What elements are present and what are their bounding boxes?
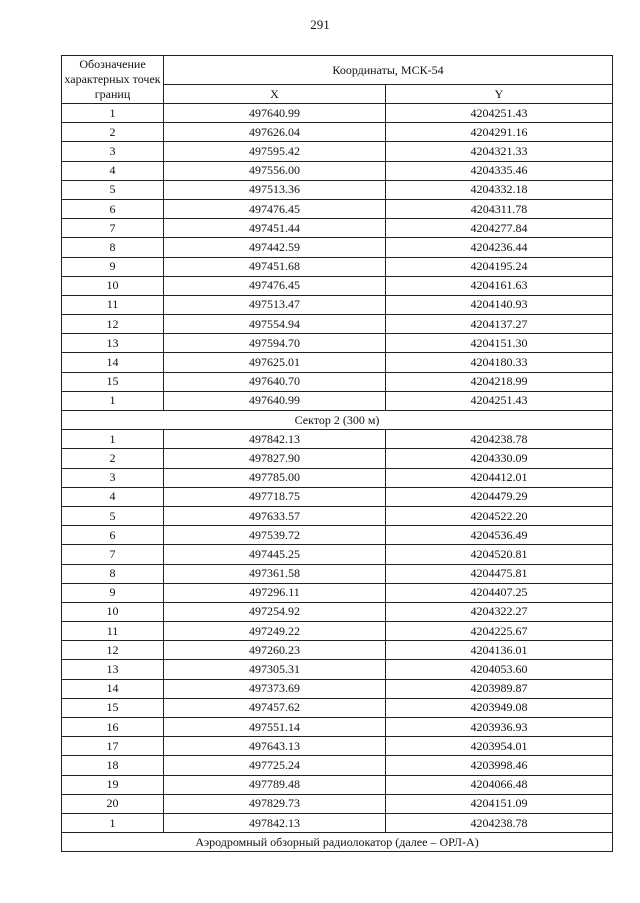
table-row [62,813,613,832]
y-coordinate-cell: 4204277.84 [386,219,613,238]
table-row [62,468,613,487]
point-number-cell: 1 [62,391,164,410]
y-coordinate-cell: 4204412.01 [386,468,613,487]
table-row [62,679,613,698]
table-row [62,315,613,334]
x-coordinate-cell: 497373.69 [164,679,386,698]
y-coordinate-cell: 4204520.81 [386,545,613,564]
y-coordinate-cell: 4204136.01 [386,641,613,660]
x-coordinate-cell: 497829.73 [164,794,386,813]
y-coordinate-cell: 4203954.01 [386,737,613,756]
table-row [62,641,613,660]
point-number-cell: 8 [62,238,164,257]
x-coordinate-cell: 497626.04 [164,123,386,142]
point-number-cell: 1 [62,430,164,449]
table-row [62,506,613,525]
x-coordinate-cell: 497842.13 [164,813,386,832]
point-number-cell: 10 [62,276,164,295]
table-row [62,257,613,276]
y-coordinate-cell: 4203989.87 [386,679,613,698]
point-number-cell: 6 [62,526,164,545]
point-number-cell: 15 [62,372,164,391]
x-coordinate-cell: 497445.25 [164,545,386,564]
point-number-cell: 3 [62,468,164,487]
y-coordinate-cell: 4204311.78 [386,199,613,218]
table-row [62,698,613,717]
x-coordinate-cell: 497594.70 [164,334,386,353]
x-coordinate-cell: 497361.58 [164,564,386,583]
y-coordinate-cell: 4204238.78 [386,430,613,449]
y-coordinate-cell: 4204137.27 [386,315,613,334]
y-coordinate-cell: 4204238.78 [386,813,613,832]
table-row [62,199,613,218]
section-row [62,833,613,852]
y-coordinate-cell: 4204161.63 [386,276,613,295]
y-coordinate-cell: 4204218.99 [386,372,613,391]
y-coordinate-cell: 4203936.93 [386,718,613,737]
table-row [62,602,613,621]
table-row [62,161,613,180]
table-row [62,430,613,449]
x-coordinate-cell: 497551.14 [164,718,386,737]
point-number-cell: 8 [62,564,164,583]
point-number-cell: 9 [62,583,164,602]
x-coordinate-cell: 497513.47 [164,295,386,314]
point-number-cell: 7 [62,219,164,238]
x-coordinate-cell: 497476.45 [164,199,386,218]
y-coordinate-cell: 4204251.43 [386,104,613,123]
x-coordinate-cell: 497640.99 [164,104,386,123]
table-row [62,526,613,545]
y-coordinate-cell: 4204335.46 [386,161,613,180]
x-coordinate-cell: 497827.90 [164,449,386,468]
x-coordinate-cell: 497556.00 [164,161,386,180]
table-row [62,545,613,564]
y-coordinate-cell: 4204291.16 [386,123,613,142]
point-number-cell: 12 [62,315,164,334]
x-coordinate-cell: 497785.00 [164,468,386,487]
table-row [62,123,613,142]
point-number-cell: 18 [62,756,164,775]
table-header-row [62,56,613,85]
table-row [62,238,613,257]
x-coordinate-cell: 497643.13 [164,737,386,756]
x-coordinate-cell: 497260.23 [164,641,386,660]
y-column-header: Y [386,85,613,104]
x-coordinate-cell: 497725.24 [164,756,386,775]
point-number-cell: 13 [62,660,164,679]
table-row [62,334,613,353]
x-coordinate-cell: 497476.45 [164,276,386,295]
y-coordinate-cell: 4204151.09 [386,794,613,813]
x-coordinate-cell: 497451.44 [164,219,386,238]
table-row [62,756,613,775]
point-number-cell: 5 [62,180,164,199]
x-coordinate-cell: 497595.42 [164,142,386,161]
x-coordinate-cell: 497457.62 [164,698,386,717]
point-number-cell: 4 [62,487,164,506]
x-coordinate-cell: 497296.11 [164,583,386,602]
x-coordinate-cell: 497451.68 [164,257,386,276]
x-column-header: X [164,85,386,104]
table-footer [62,833,613,852]
y-coordinate-cell: 4203998.46 [386,756,613,775]
point-number-cell: 13 [62,334,164,353]
table-row [62,487,613,506]
point-number-cell: 1 [62,104,164,123]
coordinates-header: Координаты, МСК-54 [164,56,613,85]
y-coordinate-cell: 4204407.25 [386,583,613,602]
x-coordinate-cell: 497254.92 [164,602,386,621]
x-coordinate-cell: 497640.99 [164,391,386,410]
point-number-cell: 16 [62,718,164,737]
page-number: 291 [310,17,330,32]
table-row [62,737,613,756]
point-number-cell: 14 [62,679,164,698]
section-row [62,411,613,430]
y-coordinate-cell: 4204322.27 [386,602,613,621]
table-row [62,449,613,468]
table-row [62,564,613,583]
point-number-cell: 4 [62,161,164,180]
sector1-rows [62,104,613,411]
y-coordinate-cell: 4204330.09 [386,449,613,468]
y-coordinate-cell: 4204180.33 [386,353,613,372]
y-coordinate-cell: 4204053.60 [386,660,613,679]
x-coordinate-cell: 497640.70 [164,372,386,391]
x-coordinate-cell: 497539.72 [164,526,386,545]
point-number-cell: 15 [62,698,164,717]
y-coordinate-cell: 4204251.43 [386,391,613,410]
point-number-cell: 9 [62,257,164,276]
y-coordinate-cell: 4204140.93 [386,295,613,314]
point-number-cell: 5 [62,506,164,525]
x-coordinate-cell: 497633.57 [164,506,386,525]
y-coordinate-cell: 4204236.44 [386,238,613,257]
table-row [62,794,613,813]
point-number-cell: 12 [62,641,164,660]
x-coordinate-cell: 497513.36 [164,180,386,199]
table-row [62,353,613,372]
table-row [62,276,613,295]
y-coordinate-cell: 4204151.30 [386,334,613,353]
table-row [62,775,613,794]
x-coordinate-cell: 497842.13 [164,430,386,449]
point-number-cell: 6 [62,199,164,218]
y-coordinate-cell: 4204475.81 [386,564,613,583]
table-row [62,660,613,679]
point-number-cell: 1 [62,813,164,832]
table-row [62,295,613,314]
points-column-header: Обозначение характерных точек границ [62,56,164,104]
table-row [62,104,613,123]
x-coordinate-cell: 497718.75 [164,487,386,506]
table-row [62,583,613,602]
sector2-title: Сектор 2 (300 м) [62,411,613,430]
y-coordinate-cell: 4204225.67 [386,622,613,641]
sector2-rows [62,430,613,833]
point-number-cell: 17 [62,737,164,756]
y-coordinate-cell: 4204195.24 [386,257,613,276]
x-coordinate-cell: 497442.59 [164,238,386,257]
y-coordinate-cell: 4203949.08 [386,698,613,717]
point-number-cell: 19 [62,775,164,794]
point-number-cell: 20 [62,794,164,813]
y-coordinate-cell: 4204536.49 [386,526,613,545]
x-coordinate-cell: 497625.01 [164,353,386,372]
point-number-cell: 14 [62,353,164,372]
point-number-cell: 3 [62,142,164,161]
table-row [62,372,613,391]
x-coordinate-cell: 497789.48 [164,775,386,794]
table-row [62,622,613,641]
table-row [62,180,613,199]
point-number-cell: 2 [62,449,164,468]
x-coordinate-cell: 497554.94 [164,315,386,334]
y-coordinate-cell: 4204332.18 [386,180,613,199]
y-coordinate-cell: 4204522.20 [386,506,613,525]
x-coordinate-cell: 497249.22 [164,622,386,641]
y-coordinate-cell: 4204479.29 [386,487,613,506]
footer-title: Аэродромный обзорный радиолокатор (далее – ОРЛ-А) [62,833,613,852]
y-coordinate-cell: 4204066.48 [386,775,613,794]
table-row [62,718,613,737]
table-row [62,142,613,161]
table-row [62,219,613,238]
x-coordinate-cell: 497305.31 [164,660,386,679]
sector2-heading [62,411,613,430]
point-number-cell: 2 [62,123,164,142]
point-number-cell: 7 [62,545,164,564]
coordinates-table [61,55,613,852]
y-coordinate-cell: 4204321.33 [386,142,613,161]
point-number-cell: 11 [62,295,164,314]
table-row [62,391,613,410]
point-number-cell: 10 [62,602,164,621]
point-number-cell: 11 [62,622,164,641]
